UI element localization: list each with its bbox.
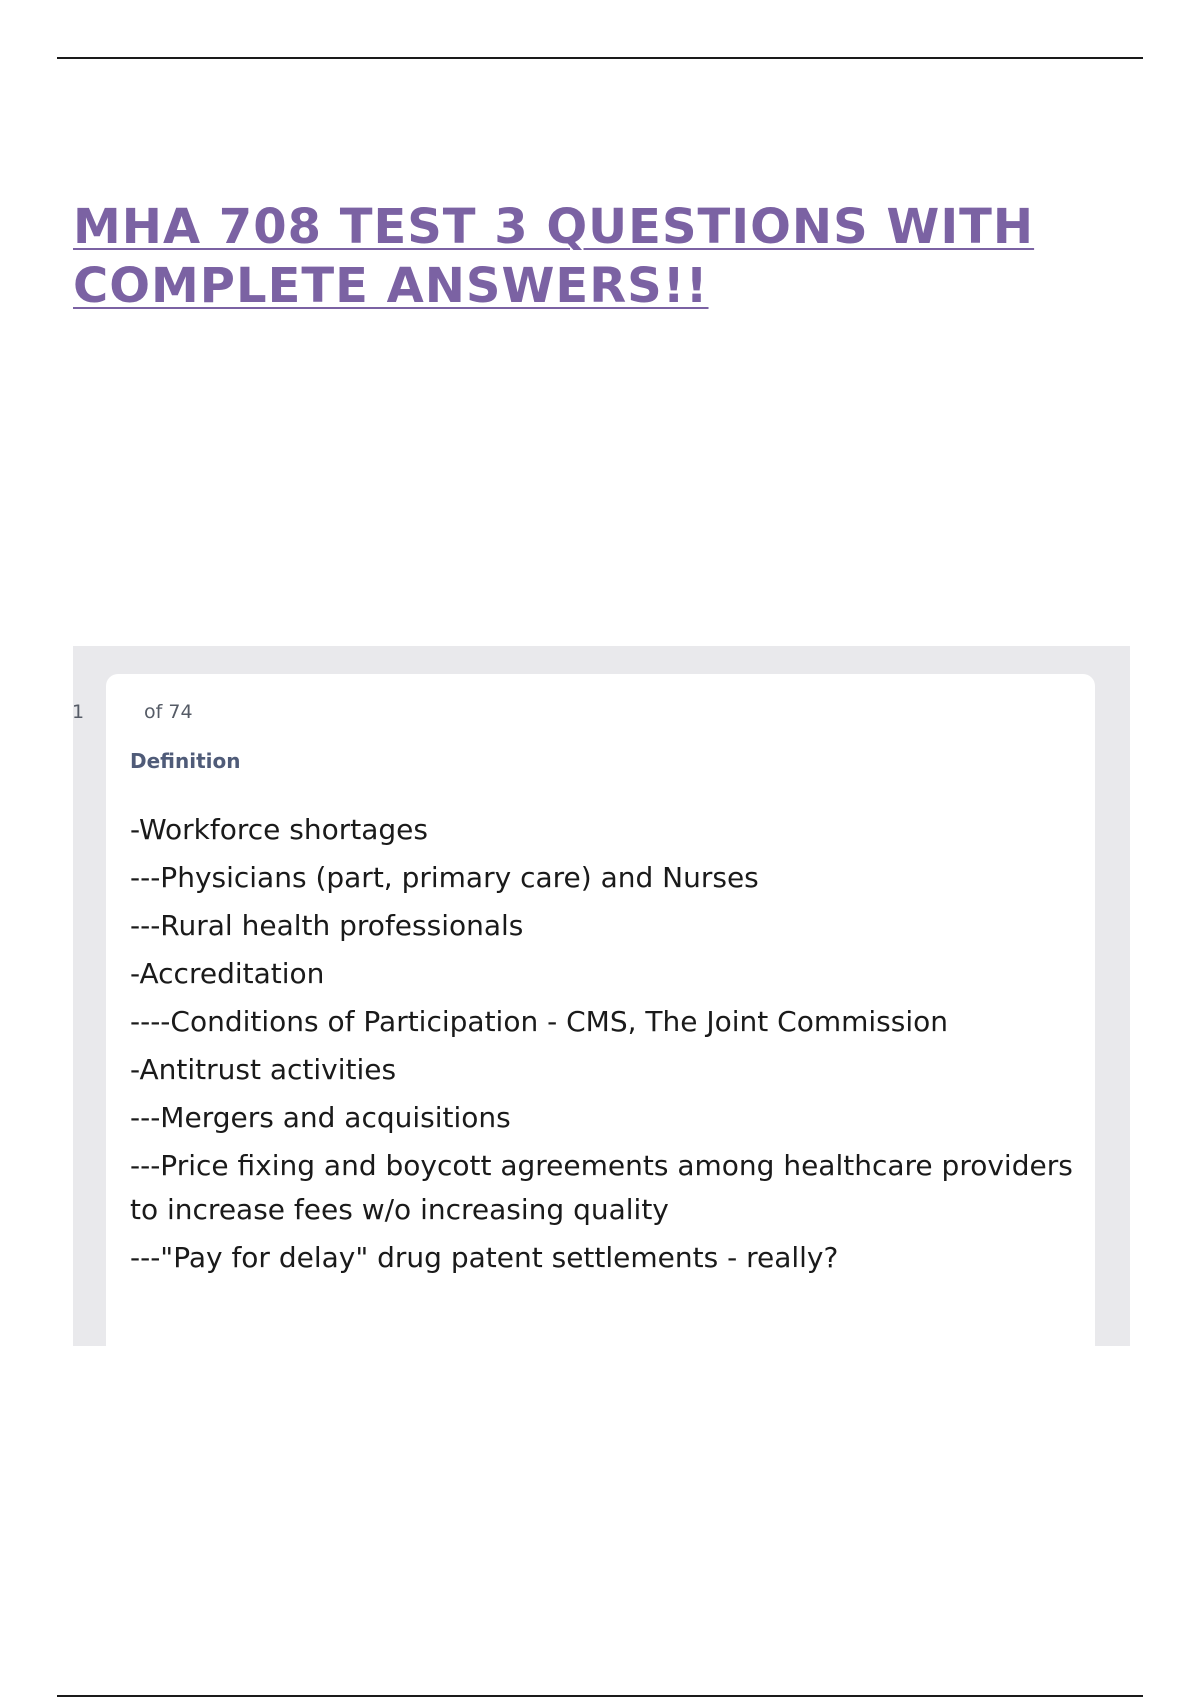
card-total: of 74 [144,701,193,723]
definition-line: ---Mergers and acquisitions [130,1101,511,1134]
definition-line: ----Conditions of Participation - CMS, The Joint Commission [130,1005,949,1038]
bottom-rule [57,1695,1143,1697]
definition-line: ---Price fixing and boycott agreements among healthcare providers to increase fees w/o increasing quality [130,1149,1073,1226]
definition-line: -Antitrust activities [130,1053,397,1086]
definition-line: -Workforce shortages [130,813,428,846]
definition-line: ---Physicians (part, primary care) and Nurses [130,861,759,894]
definition-line: -Accreditation [130,957,325,990]
top-rule [57,57,1143,59]
card-index: 1 [72,701,85,723]
definition-line: ---Rural health professionals [130,909,524,942]
document-title: MHA 708 TEST 3 QUESTIONS WITH COMPLETE ANSWERS!! [73,199,1035,314]
definition-line: ---"Pay for delay" drug patent settlements - really? [130,1241,839,1274]
definition-content [130,808,1090,1284]
definition-label: Definition [130,749,241,773]
